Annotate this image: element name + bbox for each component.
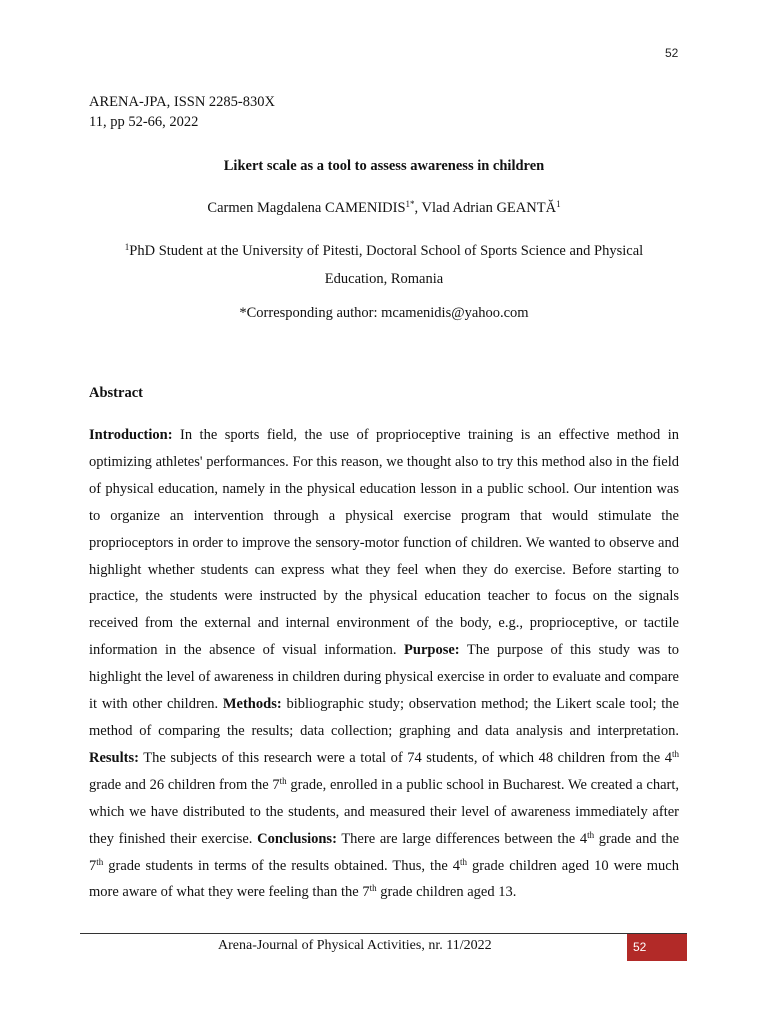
ordinal-suffix: th xyxy=(369,883,377,894)
results-text: grade, enrolled in a public school in Bucharest. We created a chart, which we have distributed to the students, and measured their level of awareness immediately after they finished their exercise. xyxy=(89,776,679,847)
conclusions-text: grade children aged 13. xyxy=(376,884,517,901)
introduction-label: Introduction: xyxy=(89,427,173,443)
author-affiliation-mark: 1 xyxy=(556,199,561,209)
conclusions-text: There are large differences between the 4 xyxy=(336,830,588,847)
journal-issn: ARENA-JPA, ISSN 2285-830X xyxy=(89,94,275,110)
results-text: grade and 26 children from the 7 xyxy=(89,776,280,793)
methods-label: Methods: xyxy=(222,696,282,713)
author-list xyxy=(0,200,768,217)
ordinal-suffix: th xyxy=(671,748,679,759)
purpose-label: Purpose: xyxy=(404,642,460,659)
abstract-heading: Abstract xyxy=(89,385,143,401)
purpose-text: The purpose of this study was to highlight the level of awareness in children during physical exercise in order to evaluate and compare it with other children. xyxy=(89,642,679,713)
author-affiliation-mark: 1* xyxy=(405,199,415,209)
author-name: Carmen Magdalena CAMENIDIS xyxy=(207,200,406,216)
journal-header xyxy=(89,92,275,132)
introduction-text: In the sports field, the use of proprioceptive training is an effective method in optimizing athletes' performances. For this reason, we thought also to try this method also in the field of physical education, namely in the physical education lesson in a public school. Our intention was to organize an intervention through a physical exercise program that would stimulate the proprioceptors in order to improve the sensory-motor function of children. We wanted to observe and highlight whether students can express what they feel when they do exercise. Before starting to practice, the students were instructed by the physical education teacher to focus on the signals received from the external and internal environment of the body, e.g., proprioceptive, or tactile information in the absence of visual information. xyxy=(89,427,679,659)
journal-volume: 11, pp 52-66, 2022 xyxy=(89,114,199,130)
conclusions-text: grade children aged 10 were much more aware of what they were feeling than the 7 xyxy=(89,857,679,901)
ordinal-suffix: th xyxy=(96,856,104,867)
page-number-top: 52 xyxy=(665,46,679,60)
abstract-body xyxy=(89,422,679,906)
conclusions-text: grade and the 7 xyxy=(89,830,680,874)
conclusions-label: Conclusions: xyxy=(257,830,337,847)
ordinal-suffix: th xyxy=(587,829,595,840)
author-name: Vlad Adrian GEANTĂ xyxy=(421,200,557,216)
corresponding-author: *Corresponding author: mcamenidis@yahoo.com xyxy=(239,305,529,321)
affiliation xyxy=(100,237,668,293)
author-separator: , xyxy=(414,200,422,216)
results-text: The subjects of this research were a total of 74 students, of which 48 children from the 4 xyxy=(138,749,672,766)
affiliation-mark: 1 xyxy=(124,242,130,252)
conclusions-text: grade students in terms of the results obtained. Thus, the 4 xyxy=(103,857,461,874)
footer-page-badge: 52 xyxy=(627,934,687,961)
ordinal-suffix: th xyxy=(460,856,468,867)
footer-journal: Arena-Journal of Physical Activities, nr. 11/2022 xyxy=(218,938,492,953)
methods-text: bibliographic study; observation method; the Likert scale tool; the method of comparing the results; data collection; graphing and data analysis and interpretation. xyxy=(89,696,679,739)
ordinal-suffix: th xyxy=(279,775,287,786)
affiliation-text: PhD Student at the University of Pitesti, Doctoral School of Sports Science and Physical Education, Romania xyxy=(129,243,644,287)
paper-title: Likert scale as a tool to assess awareness in children xyxy=(223,158,545,174)
footer-divider xyxy=(80,933,687,934)
results-label: Results: xyxy=(89,749,139,766)
